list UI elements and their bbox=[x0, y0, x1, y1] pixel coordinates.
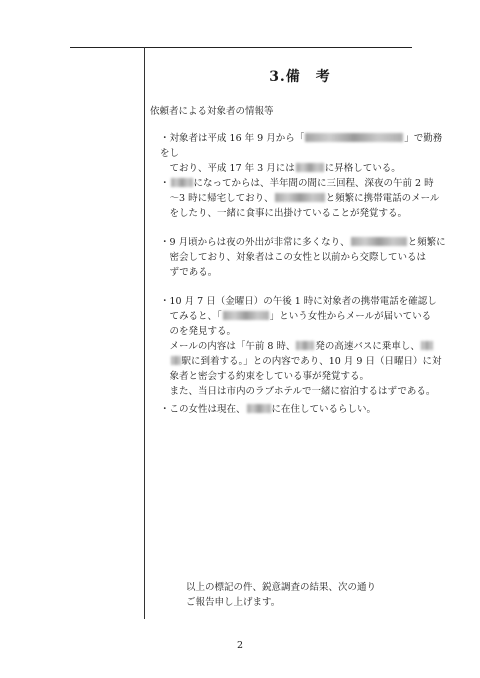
note-item-3: ・9 月頃からは夜の外出が非常に多くなり、 と頻繁に 密会しており、対象者はこの女性と以前から交際しているは ずである。 bbox=[160, 237, 446, 278]
redacted-position bbox=[171, 178, 193, 187]
redacted-place bbox=[421, 341, 433, 350]
redacted-place bbox=[296, 341, 314, 350]
section-heading: 依頼者による対象者の情報等 bbox=[150, 106, 274, 117]
note-item-2: ・ になってからは、半年間の間に三回程、深夜の午前 2 時 ～3 時に帰宅しており、 と頻繁に携帯電話のメール をしたり、一緒に食事に出掛けていることが発覚する。 bbox=[160, 178, 440, 219]
redacted-place bbox=[247, 404, 271, 413]
note-item-4: ・10 月 7 日（金曜日）の午後 1 時に対象者の携帯電話を確認し てみると、「 」という女性からメールが届いている のを発見する。 メールの内容は「午前 8 時、 発の高速バスに乗車し、 駅に到着する。」との内容であり、10 月 9 日（日曜日）に対 象者と密会する約束をしている事が発覚する。 また、当日は市内のラブホテルで一緒に宿泊するはずである。 bbox=[160, 296, 442, 397]
margin-rule bbox=[144, 47, 145, 619]
redacted-name bbox=[223, 311, 269, 320]
redacted-position bbox=[296, 163, 324, 172]
section-title: 3.備 考 bbox=[269, 69, 331, 85]
note-item-1: ・対象者は平成 16 年 9 月から「 」で勤務をし ており、平成 17 年 3 月には に昇格している。 bbox=[160, 133, 443, 174]
closing-statement: 以上の標記の件、鋭意調査の結果、次の通り ご報告申し上げます。 bbox=[186, 582, 377, 608]
note-item-5: ・この女性は現在、 に在住しているらしい。 bbox=[160, 404, 377, 415]
page-number: 2 bbox=[236, 640, 244, 651]
top-rule bbox=[70, 47, 412, 48]
redacted-workplace bbox=[305, 133, 403, 142]
redacted-name bbox=[275, 193, 325, 202]
redacted-name bbox=[351, 237, 407, 246]
redacted-place bbox=[171, 356, 181, 365]
